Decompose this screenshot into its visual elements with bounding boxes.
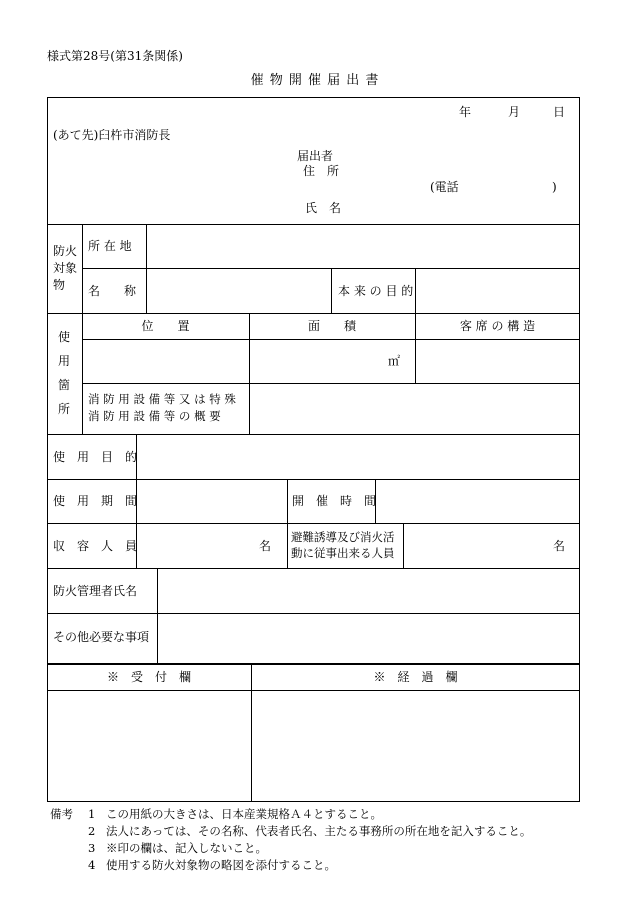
- divider: [47, 568, 580, 569]
- usage-group-label-4: 所: [58, 402, 71, 416]
- note-text: 使用する防火対象物の略図を添付すること。: [106, 858, 336, 872]
- location-label: 所 在 地: [88, 239, 132, 253]
- divider: [82, 224, 83, 313]
- divider: [157, 568, 158, 663]
- divider: [47, 479, 580, 480]
- target-name-label: 名 称: [88, 284, 137, 298]
- position-label: 位 置: [141, 319, 190, 333]
- usage-group-label-1: 使: [58, 330, 71, 344]
- evacuation-label-1: 避難誘導及び消火活: [291, 530, 395, 544]
- area-label: 面 積: [307, 319, 356, 333]
- divider: [47, 663, 580, 665]
- month-label: 月: [508, 105, 521, 119]
- usage-group-label-3: 箇: [58, 378, 71, 392]
- divider: [415, 268, 416, 313]
- year-label: 年: [459, 105, 472, 119]
- note-number: 1: [88, 807, 96, 821]
- form-id: 様式第28号(第31条関係): [47, 49, 183, 63]
- capacity-unit: 名: [259, 539, 272, 553]
- capacity-label: 収 容 人 員: [53, 539, 138, 553]
- addressee: (あて先)臼杵市消防長: [53, 128, 171, 142]
- seating-label: 客 席 の 構 造: [459, 319, 536, 333]
- divider: [47, 523, 580, 524]
- period-label: 使 用 期 間: [53, 494, 138, 508]
- divider: [47, 613, 580, 614]
- applicant-label: 届出者: [297, 149, 334, 163]
- name-label: 氏 名: [305, 201, 342, 215]
- purpose-label: 使 用 目 的: [53, 450, 138, 464]
- divider: [82, 339, 580, 340]
- divider: [47, 434, 580, 435]
- phone-open: (電話: [430, 180, 459, 194]
- equipment-label-1: 消 防 用 設 備 等 又 は 特 殊: [88, 392, 236, 406]
- note-number: 3: [88, 841, 96, 855]
- divider: [146, 224, 147, 313]
- evacuation-unit: 名: [553, 539, 566, 553]
- progress-label: ※ 経 過 欄: [373, 670, 458, 684]
- other-label: その他必要な事項: [53, 630, 150, 644]
- target-group-label-3: 物: [53, 278, 66, 292]
- note-number: 2: [88, 824, 96, 838]
- address-label: 住 所: [303, 164, 340, 178]
- day-label: 日: [553, 105, 566, 119]
- divider: [82, 383, 580, 384]
- divider: [251, 663, 252, 802]
- target-group-label-1: 防火: [53, 244, 78, 258]
- divider: [287, 479, 288, 568]
- evacuation-label-2: 動に従事出来る人員: [291, 546, 395, 560]
- divider: [47, 224, 580, 225]
- manager-label: 防火管理者氏名: [53, 584, 138, 598]
- hours-label: 開 催 時 間: [292, 494, 377, 508]
- divider: [403, 523, 404, 568]
- note-text: ※印の欄は、記入しないこと。: [106, 841, 267, 855]
- notes-heading: 備考: [50, 807, 73, 821]
- usage-group-label-2: 用: [58, 354, 71, 368]
- page-title: 催 物 開 催 届 出 書: [250, 73, 380, 88]
- phone-close: ): [552, 180, 557, 194]
- divider: [47, 690, 580, 691]
- original-purpose-label: 本 来 の 目 的: [338, 284, 414, 298]
- target-group-label-2: 対象: [53, 261, 78, 275]
- note-text: この用紙の大きさは、日本産業規格Ａ４とすること。: [106, 807, 382, 821]
- reception-label: ※ 受 付 欄: [106, 670, 191, 684]
- equipment-label-2: 消 防 用 設 備 等 の 概 要: [88, 409, 221, 423]
- divider: [47, 313, 580, 314]
- note-number: 4: [88, 858, 96, 872]
- area-unit: ㎡: [388, 354, 401, 368]
- note-text: 法人にあっては、その名称、代表者氏名、主たる事務所の所在地を記入すること。: [106, 824, 532, 838]
- divider: [331, 268, 332, 313]
